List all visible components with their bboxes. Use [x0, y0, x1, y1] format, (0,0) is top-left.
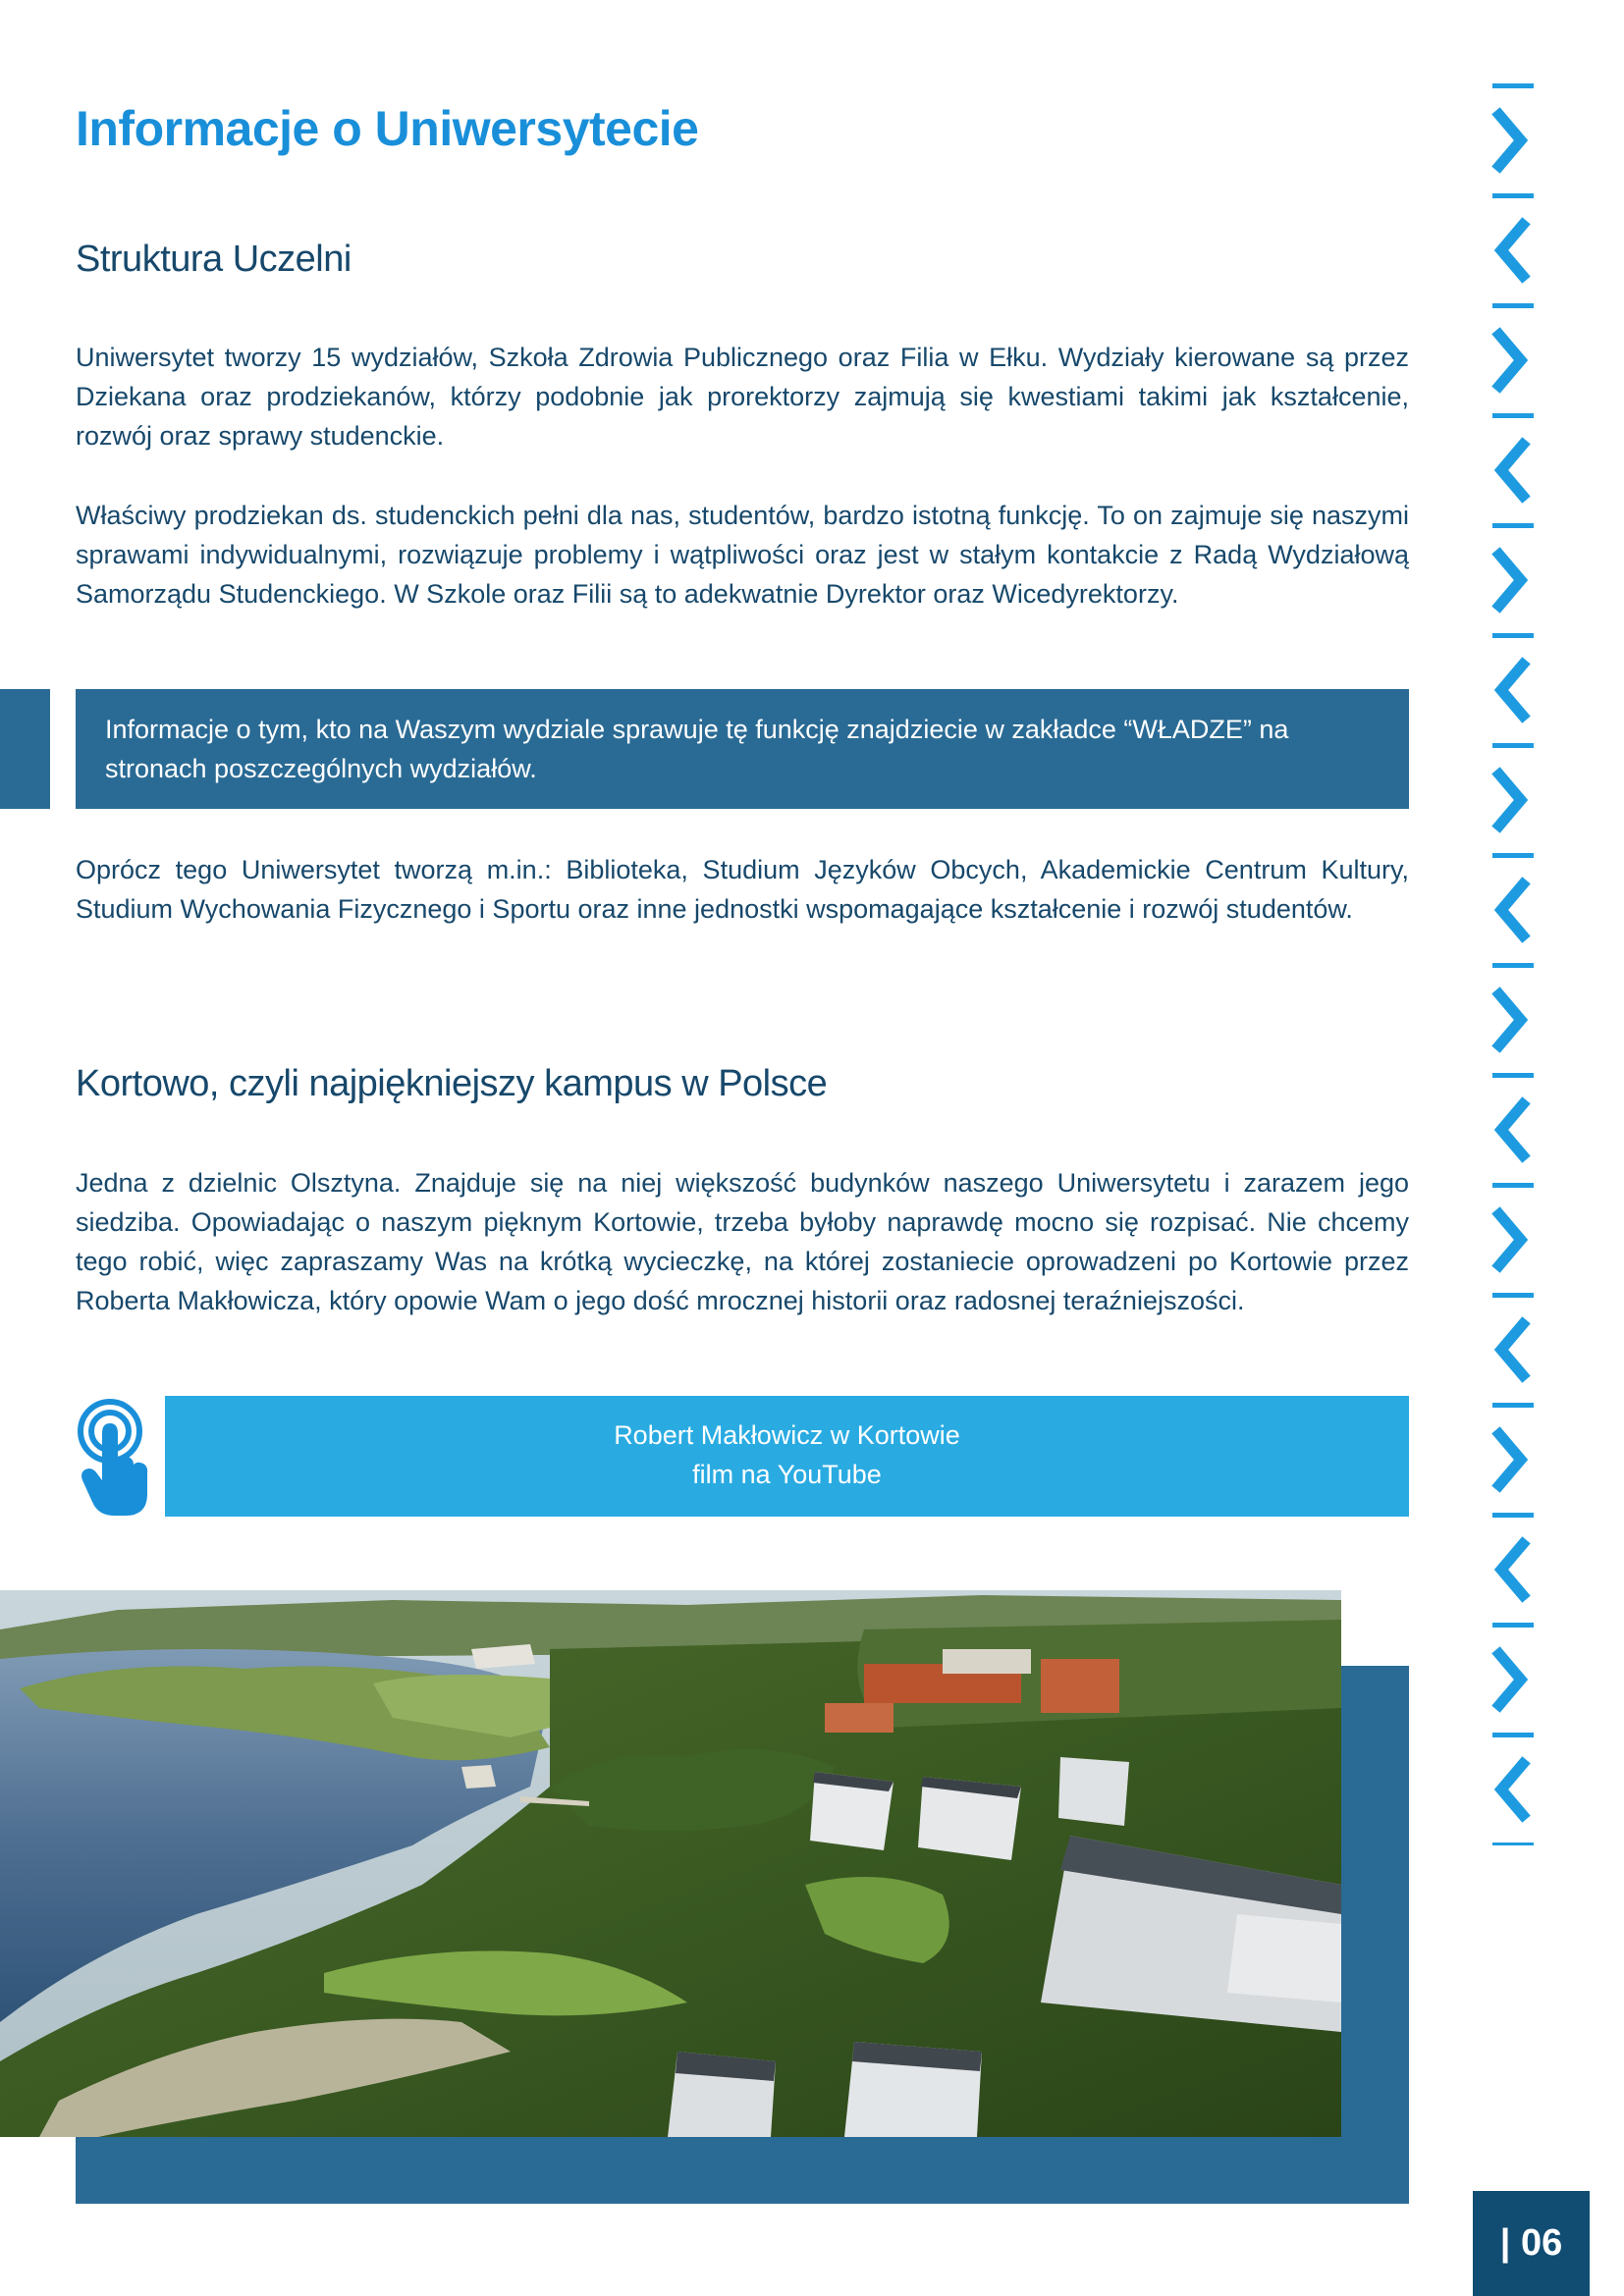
page-number-box	[1473, 2191, 1590, 2296]
chevron-divider	[1492, 523, 1534, 528]
chevron-right-icon	[1499, 1434, 1521, 1485]
chevron-divider	[1492, 743, 1534, 748]
chevron-divider	[1492, 853, 1534, 858]
chevron-left-icon	[1501, 1764, 1523, 1815]
chevron-right-icon	[1499, 774, 1521, 826]
chevron-left-icon	[1501, 1324, 1523, 1375]
chevron-divider	[1492, 1842, 1534, 1845]
page-title: Informacje o Uniwersytecie	[76, 101, 699, 156]
structure-paragraph-3: Oprócz tego Uniwersytet tworzą m.in.: Biblioteka, Studium Języków Obcych, Akademickie Centrum Kultury, Studium Wychowania Fizycznego i Sportu oraz inne jednostki wspomagające kształcenie i rozwój studentów.	[76, 855, 1409, 924]
video-link-button[interactable]	[165, 1396, 1409, 1517]
video-link-subtitle: film na YouTube	[692, 1460, 882, 1489]
chevron-left-icon	[1501, 665, 1523, 716]
chevron-divider	[1492, 633, 1534, 638]
structure-paragraph-2: Właściwy prodziekan ds. studenckich pełni dla nas, studentów, bardzo istotną funkcję. To on zajmuje się naszymi sprawami indywidualnymi, rozwiązuje problemy i wątpliwości oraz jest w stałym kontakcie z Radą Wydziałową Samorządu Studenckiego. W Szkole oraz Filii są to adekwatnie Dyrektor oraz Wicedyrektorzy.	[76, 501, 1409, 609]
chevron-divider	[1492, 413, 1534, 418]
chevron-divider	[1492, 1073, 1534, 1078]
section-heading-kortowo: Kortowo, czyli najpiękniejszy kampus w Polsce	[76, 1063, 828, 1104]
chevron-right-icon	[1499, 994, 1521, 1045]
chevron-divider	[1492, 1403, 1534, 1408]
kortowo-paragraph: Jedna z dzielnic Olsztyna. Znajduje się na niej większość budynków naszego Uniwersytetu i zarazem jego siedziba. Opowiadając o naszym pięknym Kortowie, trzeba byłoby naprawdę mocno się rozpisać. Nie chcemy tego robić, więc zapraszamy Was na krótką wycieczkę, na której zostaniecie oprowadzeni po Kortowie przez Roberta Makłowicza, który opowie Wam o jego dość mrocznej historii oraz radosnej teraźniejszości.	[76, 1168, 1409, 1315]
chevron-left-icon	[1501, 884, 1523, 935]
chevron-divider	[1492, 193, 1534, 198]
chevron-left-icon	[1501, 225, 1523, 276]
info-callout-text: Informacje o tym, kto na Waszym wydziale sprawuje tę funkcję znajdziecie w zakładce “WŁADZE” na stronach poszczególnych wydziałów.	[105, 715, 1289, 783]
chevron-divider	[1492, 1623, 1534, 1628]
info-callout-box	[76, 689, 1409, 809]
chevron-divider	[1492, 1513, 1534, 1518]
kortowo-campus-photo	[0, 1590, 1341, 2137]
chevron-left-icon	[1501, 1544, 1523, 1595]
chevron-right-icon	[1499, 1654, 1521, 1705]
chevron-right-icon	[1499, 335, 1521, 386]
decorative-chevron-strip	[1478, 79, 1576, 1845]
page-number: | 06	[1499, 2222, 1563, 2264]
side-accent-tab	[0, 689, 50, 809]
chevron-right-icon	[1499, 115, 1521, 166]
chevron-divider	[1492, 303, 1534, 308]
chevron-divider	[1492, 1183, 1534, 1188]
tap-hand-icon[interactable]	[69, 1396, 157, 1519]
chevron-left-icon	[1501, 445, 1523, 496]
chevron-right-icon	[1499, 1214, 1521, 1265]
chevron-divider	[1492, 963, 1534, 968]
chevron-left-icon	[1501, 1104, 1523, 1155]
chevron-divider	[1492, 83, 1534, 88]
video-link-title: Robert Makłowicz w Kortowie	[614, 1420, 960, 1450]
chevron-divider	[1492, 1293, 1534, 1298]
chevron-divider	[1492, 1733, 1534, 1737]
chevron-right-icon	[1499, 555, 1521, 606]
section-heading-structure: Struktura Uczelni	[76, 239, 352, 280]
structure-paragraph-1: Uniwersytet tworzy 15 wydziałów, Szkoła Zdrowia Publicznego oraz Filia w Ełku. Wydziały kierowane są przez Dziekana oraz prodziekanów, którzy podobnie jak prorektorzy zajmują się kwestiami takimi jak kształcenie, rozwój oraz sprawy studenckie.	[76, 343, 1409, 451]
